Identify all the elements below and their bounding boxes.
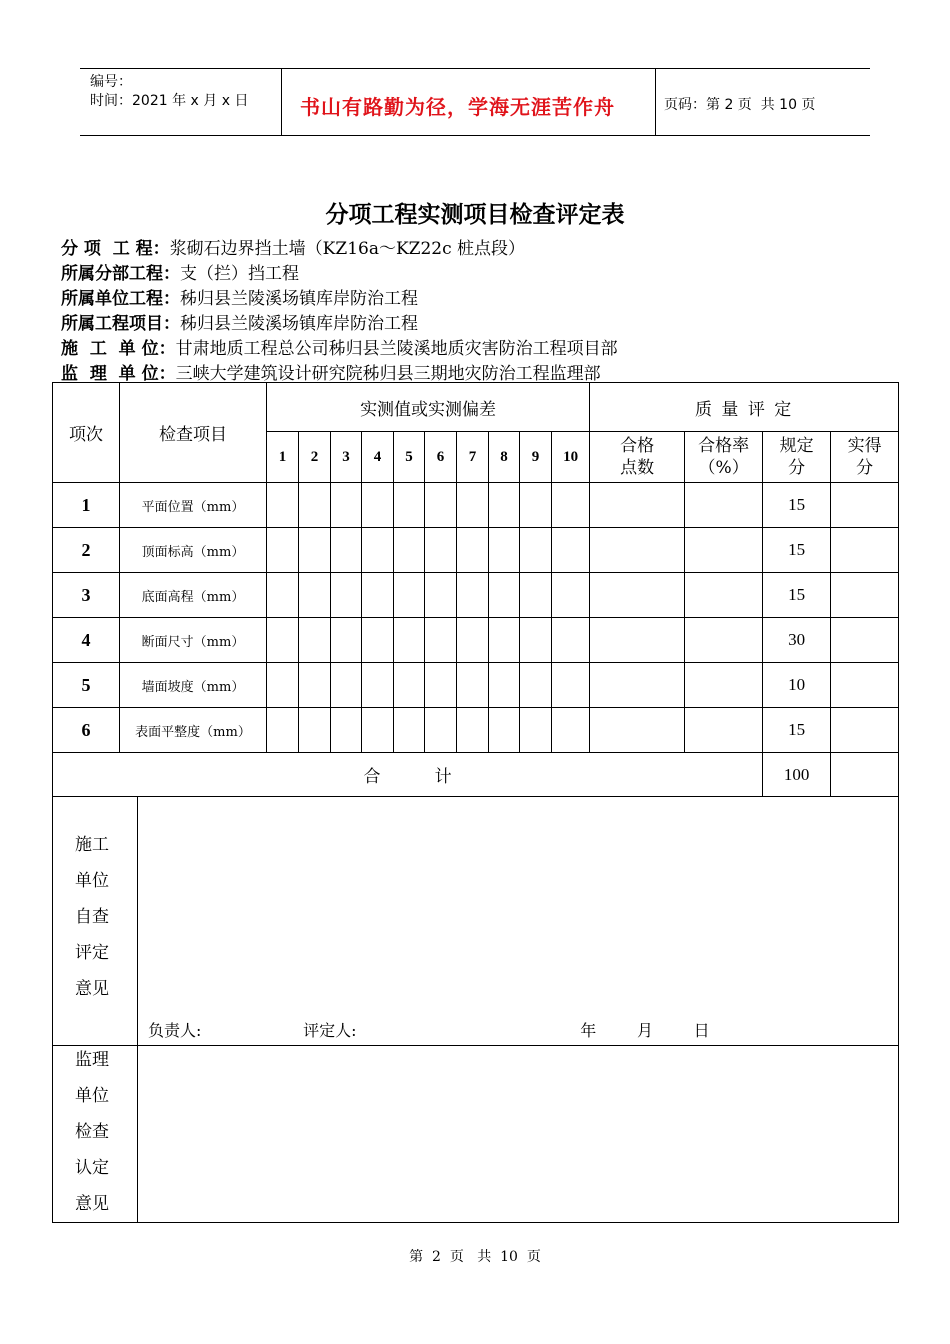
col-header-no: 项次	[53, 383, 120, 483]
row-item: 顶面标高（mm）	[120, 528, 267, 573]
table-row	[53, 573, 899, 618]
header-divider-right	[655, 68, 656, 135]
col-header-pass-points: 合格 点数	[590, 432, 685, 483]
info-line-contractor	[61, 334, 618, 359]
table-row	[53, 708, 899, 753]
measure-num: 6	[425, 432, 457, 483]
supervision-opinion-label: 监理 单位 检查 认定 意见	[75, 1050, 109, 1214]
info-value: 秭归县兰陵溪场镇库岸防治工程	[180, 314, 418, 334]
opinion-divider	[137, 1046, 138, 1222]
info-key: 所属分部工程：	[61, 264, 180, 284]
construction-opinion-label: 施工 单位 自查 评定 意见	[75, 835, 109, 999]
col-header-pass-rate: 合格率 （%）	[685, 432, 763, 483]
row-item: 墙面坡度（mm）	[120, 663, 267, 708]
header-motto: 书山有路勤为径，学海无涯苦作舟	[300, 95, 615, 119]
info-key: 所属单位工程：	[61, 289, 180, 309]
row-spec-score: 15	[763, 708, 831, 753]
row-no: 3	[53, 573, 120, 618]
info-line-project	[61, 309, 418, 334]
row-item: 底面高程（mm）	[120, 573, 267, 618]
info-value: 甘肃地质工程总公司秭归县兰陵溪地质灾害防治工程项目部	[175, 339, 618, 359]
info-line-supervisor	[61, 359, 601, 384]
total-label: 合 计	[53, 753, 763, 797]
row-item: 平面位置（mm）	[120, 483, 267, 528]
table-row	[53, 528, 899, 573]
measure-num: 7	[457, 432, 489, 483]
info-line-subproject	[61, 234, 525, 259]
row-no: 4	[53, 618, 120, 663]
opinion-divider	[137, 797, 138, 1045]
col-header-spec-score: 规定 分	[763, 432, 831, 483]
info-key: 监 理 单 位：	[61, 364, 176, 384]
measure-num: 1	[267, 432, 299, 483]
info-value: 三峡大学建筑设计研究院秭归县三期地灾防治工程监理部	[175, 364, 601, 384]
info-line-unit	[61, 284, 418, 309]
table-row	[53, 483, 899, 528]
row-no: 2	[53, 528, 120, 573]
col-header-measured: 实测值或实测偏差	[267, 383, 590, 432]
measure-num: 2	[299, 432, 331, 483]
row-spec-score: 15	[763, 528, 831, 573]
construction-opinion-cell	[53, 797, 899, 1046]
measure-num: 8	[489, 432, 520, 483]
page-title: 分项工程实测项目检查评定表	[325, 201, 625, 228]
table-header-row-1	[53, 383, 899, 432]
row-item: 表面平整度（mm）	[120, 708, 267, 753]
total-spec-score: 100	[763, 753, 831, 797]
page-footer: 第 2 页 共 10 页	[409, 1249, 541, 1265]
measure-num: 4	[362, 432, 394, 483]
row-no: 6	[53, 708, 120, 753]
row-item: 断面尺寸（mm）	[120, 618, 267, 663]
col-header-quality: 质 量 评 定	[590, 383, 899, 432]
row-spec-score: 30	[763, 618, 831, 663]
col-header-actual-score: 实得 分	[831, 432, 899, 483]
info-key: 分 项 工 程：	[61, 239, 170, 259]
construction-opinion-row	[53, 797, 899, 1046]
table-row	[53, 663, 899, 708]
table-row	[53, 618, 899, 663]
total-row	[53, 753, 899, 797]
header-time: 时间：2021 年 x 月 x 日	[90, 93, 249, 109]
measure-num: 5	[394, 432, 425, 483]
info-value: 浆砌石边界挡土墙（KZ16a～KZ22c 桩点段）	[169, 239, 526, 259]
info-value: 秭归县兰陵溪场镇库岸防治工程	[180, 289, 418, 309]
row-spec-score: 15	[763, 573, 831, 618]
header-divider-left	[281, 68, 282, 135]
info-value: 支（拦）挡工程	[180, 264, 299, 284]
header-bottom-rule	[80, 135, 870, 136]
row-spec-score: 10	[763, 663, 831, 708]
inspection-table	[52, 382, 899, 1223]
col-header-item: 检查项目	[120, 383, 267, 483]
measure-num: 3	[331, 432, 362, 483]
measure-num: 10	[552, 432, 590, 483]
header-page-number: 页码：第 2 页 共 10 页	[664, 97, 816, 113]
header-number: 编号：	[90, 74, 132, 90]
measure-num: 9	[520, 432, 552, 483]
supervision-opinion-row	[53, 1046, 899, 1223]
info-line-division	[61, 259, 299, 284]
row-no: 5	[53, 663, 120, 708]
row-no: 1	[53, 483, 120, 528]
header-top-rule	[80, 68, 870, 69]
supervision-opinion-cell	[53, 1046, 899, 1223]
info-key: 施 工 单 位：	[61, 339, 176, 359]
info-key: 所属工程项目：	[61, 314, 180, 334]
signature-line: 负责人: 评定人: 年 月 日	[148, 1021, 710, 1040]
row-spec-score: 15	[763, 483, 831, 528]
